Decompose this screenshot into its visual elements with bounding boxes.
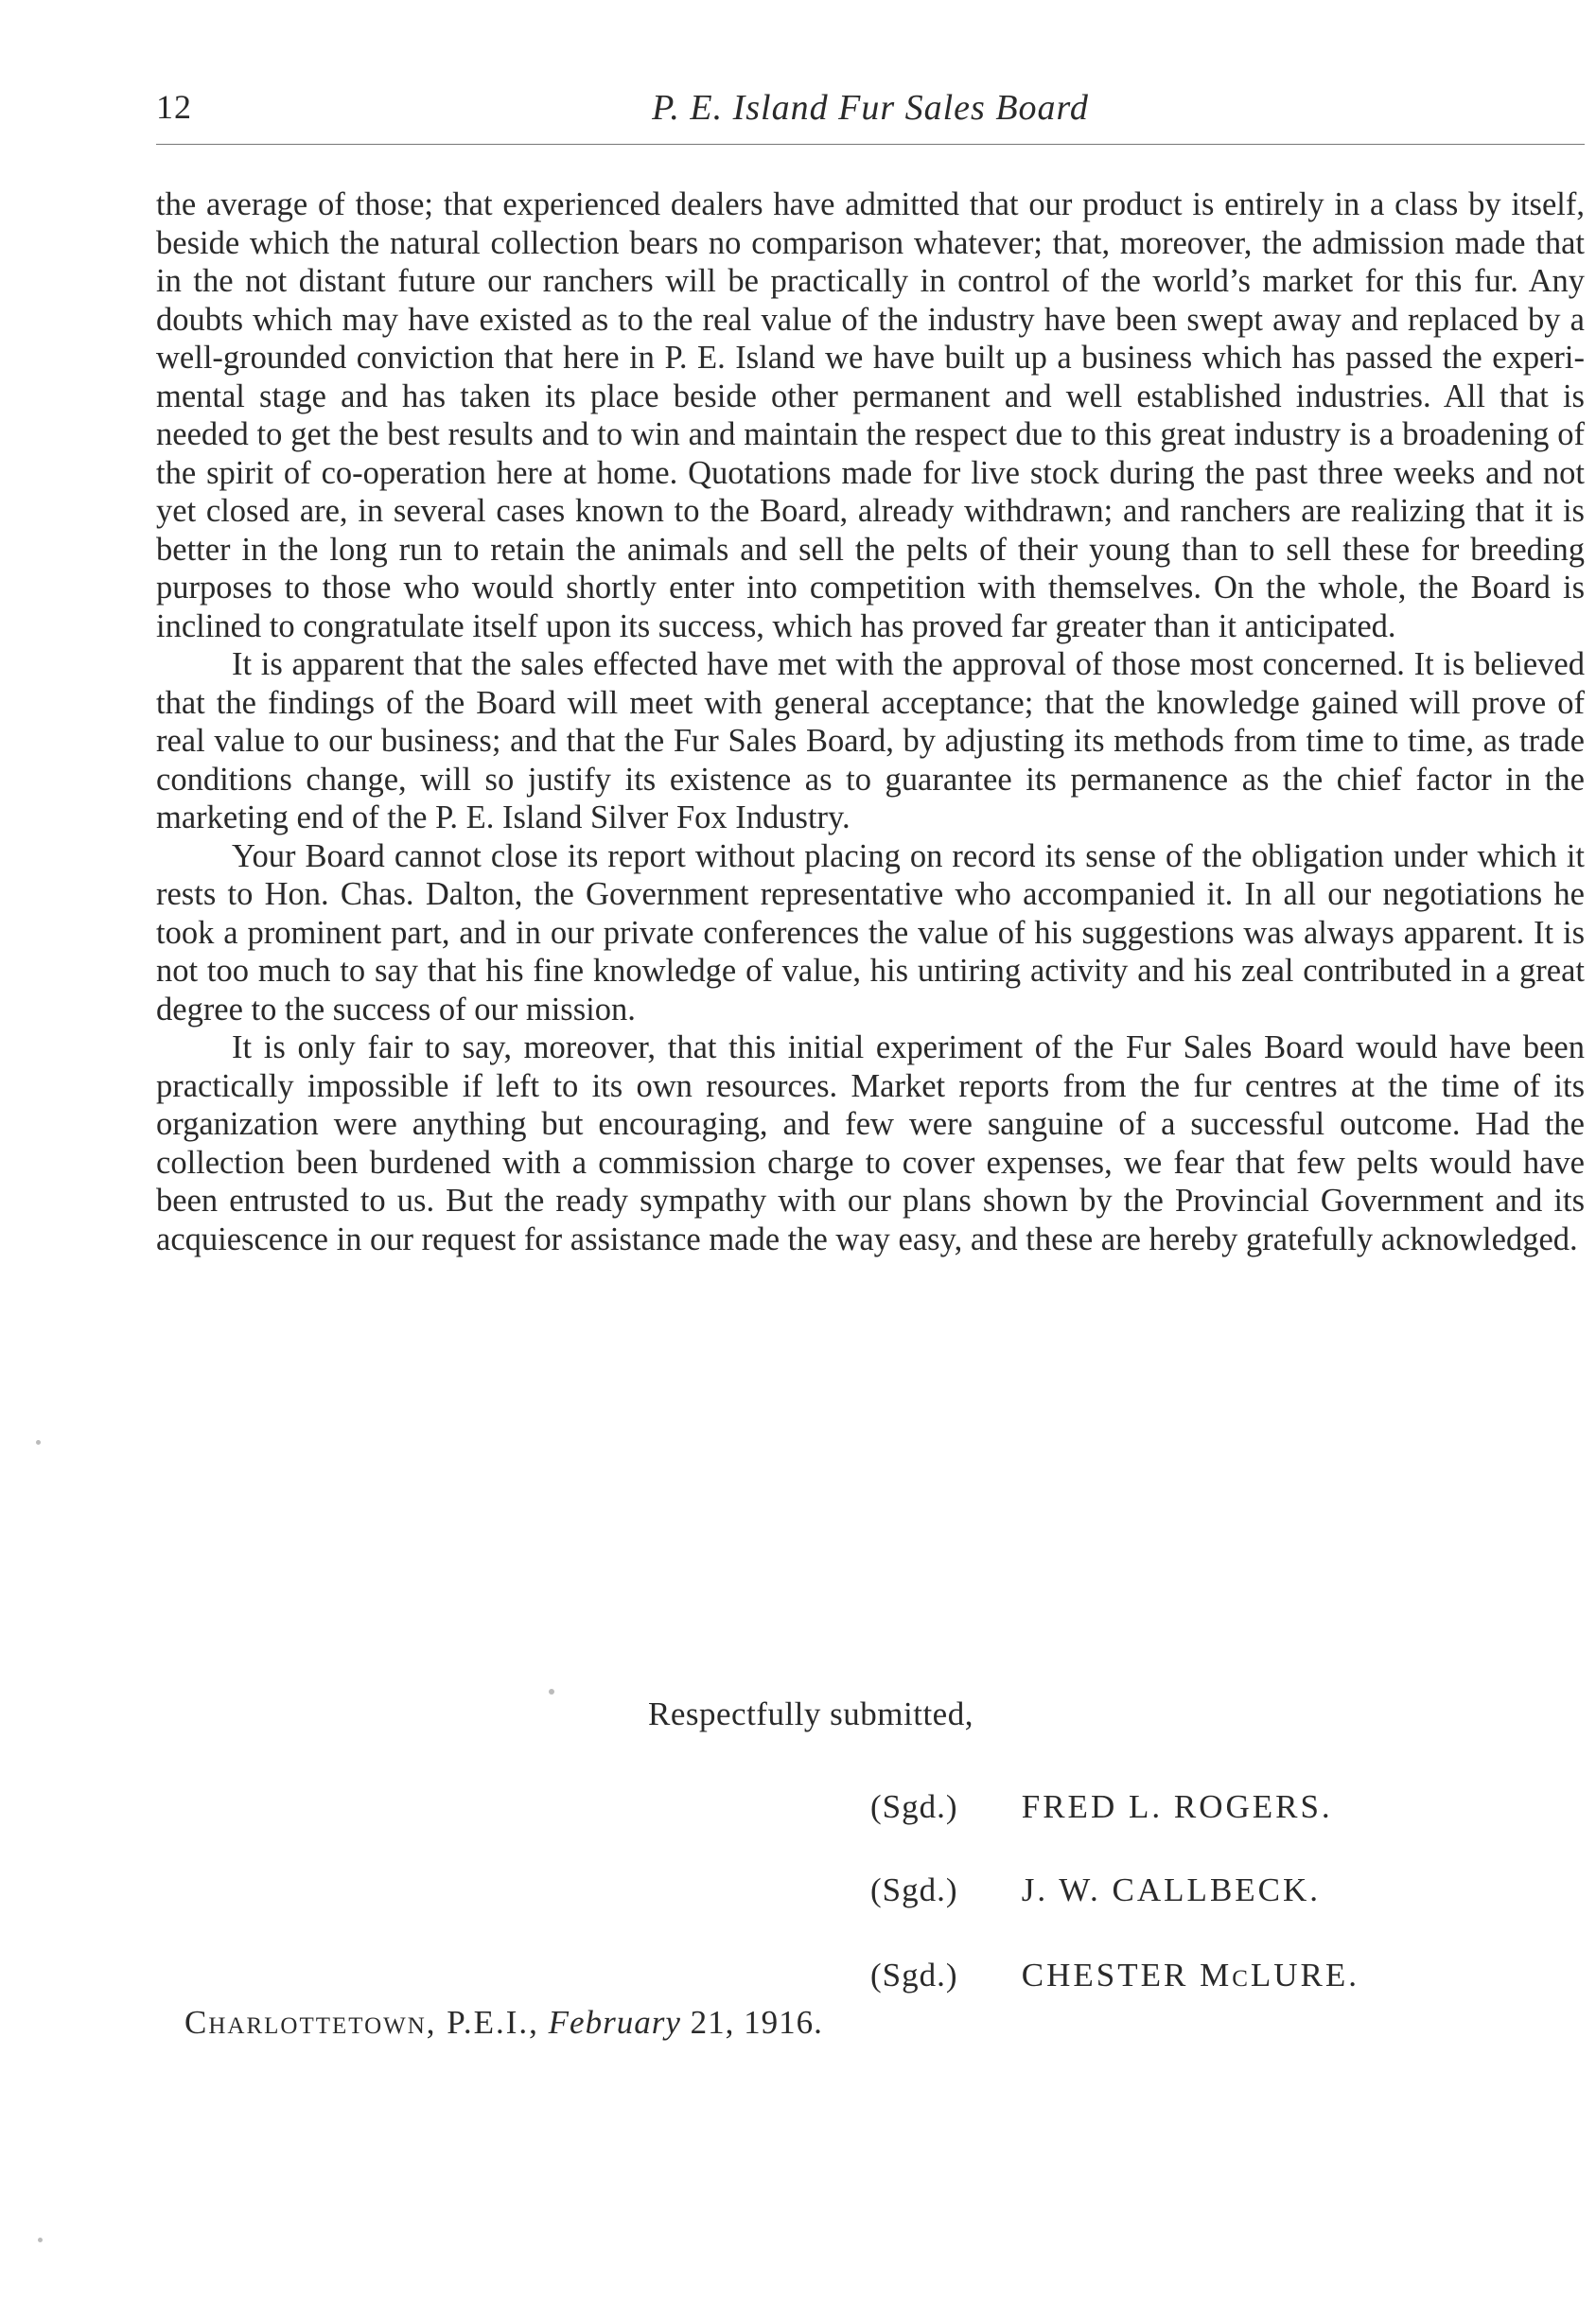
paragraph-2: It is apparent that the sales effected have met with the approval of those most concerned. It is believed that the findings of the Board will meet with general acceptance; that the knowledge gained will prove of real value to our business; and that the Fur Sales Board, by adjusting its methods from time to time, as trade conditions change, will so justify its existence as to guarantee its permanence as the chief factor in the marketing end of the P. E. Island Silver Fox Industry.	[156, 646, 1585, 835]
paragraph-3: Your Board cannot close its report without placing on record its sense of the obligation under which it rests to Hon. Chas. Dalton, the Government representative who accompanied it. In all our negotiations he took a prominent part, and in our private conferences the value of his suggestions was always apparent. It is not too much to say that his fine knowledge of value, his untiring activity and his zeal contributed in a great degree to the success of our mission.	[156, 837, 1585, 1028]
signature-callbeck	[870, 1871, 1321, 1909]
page-number: 12	[156, 88, 192, 126]
signatory-name: J. W. CALLBECK.	[1021, 1871, 1322, 1908]
signature-mclure	[870, 1957, 1359, 1994]
print-speck	[38, 2238, 43, 2242]
signature-prefix: (Sgd.)	[870, 1871, 958, 1908]
dateline	[184, 2004, 823, 2042]
paragraph-1: the average of those; that experienced dealers have admitted that our product is entirely in a class by itself, beside which the natural collection bears no comparison whatever; that, moreover, the admission made that in the not distant future our ranchers will be practically in control of the world’s market for this fur. Any doubts which may have existed as to the real value of the industry have been swept away and replaced by a well-grounded conviction that here in P. E. Island we have built up a business which has passed the experimental stage and has taken its place beside other permanent and well established industries. All that is needed to get the best results and to win and maintain the respect due to this great industry is a broadening of the spirit of co-operation here at home. Quotations made for live stock during the past three weeks and not yet closed are, in several cases known to the Board, already withdrawn; and ranchers are realizing that it is better in the long run to retain the animals and sell the pelts of their young than to sell these for breeding purposes to those who would shortly enter into competition with themselves. On the whole, the Board is inclined to congratulate itself upon its success, which has proved far greater than it anticipated.	[156, 186, 1585, 644]
dateline-day-year: 21, 1916.	[690, 2004, 823, 2041]
signatory-name: FRED L. ROGERS.	[1021, 1788, 1333, 1825]
header-rule	[156, 144, 1585, 145]
closing-line: Respectfully submitted,	[648, 1695, 973, 1732]
report-body	[156, 185, 1585, 1258]
print-speck	[549, 1689, 554, 1695]
signature-prefix: (Sgd.)	[870, 1788, 958, 1825]
running-title: P. E. Island Fur Sales Board	[652, 88, 1089, 128]
paragraph-4: It is only fair to say, moreover, that this initial experiment of the Fur Sales Board would have been practically impossible if left to its own resources. Market reports from the fur centres at the time of its organization were anything but encouraging, and few were sanguine of a successful outcome. Had the collection been burdened with a commission charge to cover expenses, we fear that few pelts would have been entrusted to us. But the ready sympathy with our plans shown by the Provincial Government and its acquiescence in our request for assistance made the way easy, and these are hereby gratefully acknowledged.	[156, 1029, 1585, 1257]
signature-prefix: (Sgd.)	[870, 1957, 958, 1994]
page-header	[156, 87, 1585, 146]
signature-rogers	[870, 1788, 1333, 1826]
signatory-name: CHESTER McLURE.	[1021, 1957, 1359, 1994]
print-speck	[36, 1440, 41, 1445]
dateline-month: February	[548, 2004, 681, 2041]
dateline-place: Charlottetown, P.E.I.,	[184, 2004, 539, 2041]
